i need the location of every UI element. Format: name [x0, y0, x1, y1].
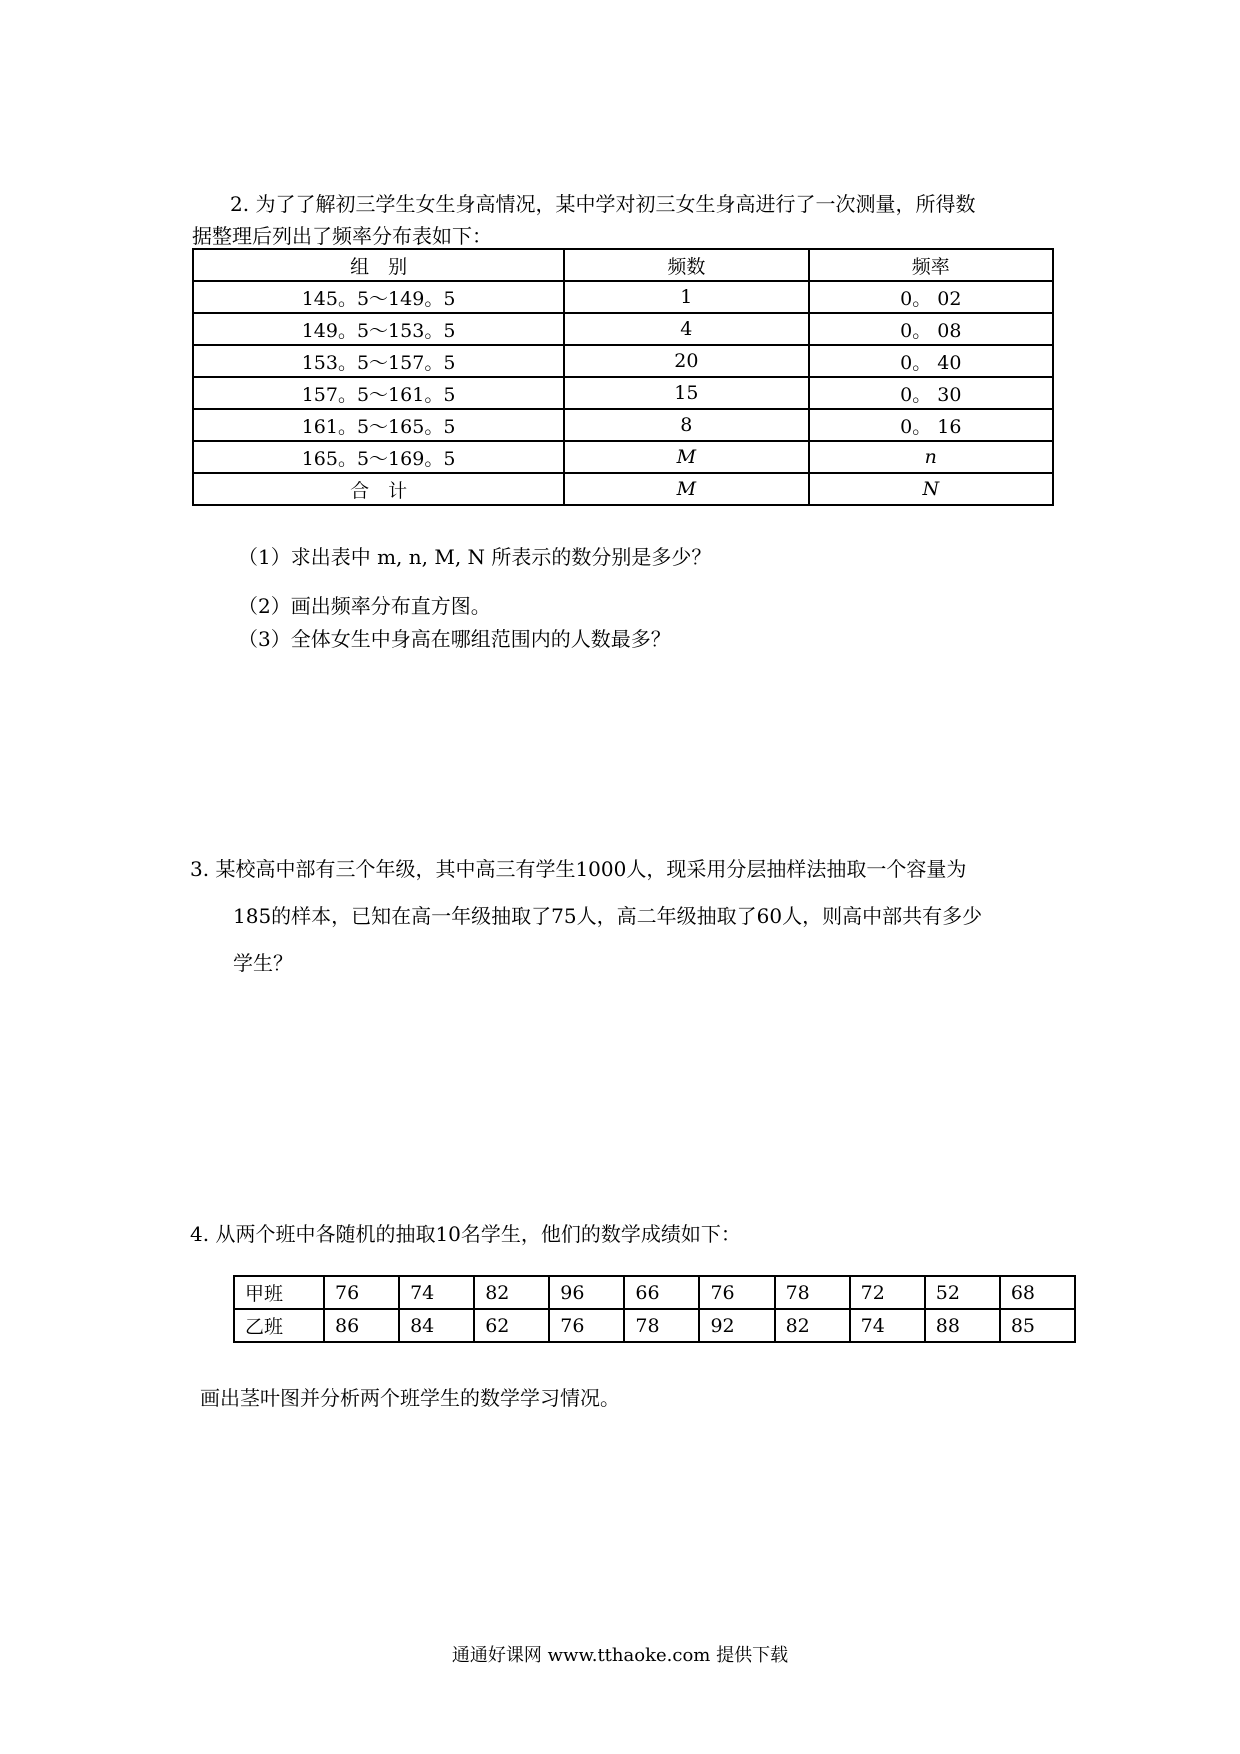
- score-cell: 88: [925, 1309, 1000, 1342]
- total-frequency: M: [564, 473, 808, 505]
- frequency-cell: 20: [564, 345, 808, 377]
- table-row: [193, 441, 1053, 473]
- q3-line3: 学生？: [233, 951, 293, 975]
- table-row: [193, 313, 1053, 345]
- group-cell: 157。5～161。5: [193, 377, 564, 409]
- score-cell: 52: [925, 1276, 1000, 1309]
- rate-cell: 0。 02: [809, 281, 1053, 313]
- rate-cell: 0。 08: [809, 313, 1053, 345]
- score-cell: 86: [324, 1309, 399, 1342]
- score-cell: 76: [324, 1276, 399, 1309]
- q3-line1: 3. 某校高中部有三个年级，其中高三有学生1000人，现采用分层抽样法抽取一个容量为: [190, 857, 967, 881]
- group-cell: 161。5～165。5: [193, 409, 564, 441]
- rate-cell: n: [809, 441, 1053, 473]
- total-label: 合 计: [193, 473, 564, 505]
- q2-line2: 据整理后列出了频率分布表如下：: [192, 224, 492, 248]
- score-cell: 84: [399, 1309, 474, 1342]
- table-row: [193, 409, 1053, 441]
- q4-task: 画出茎叶图并分析两个班学生的数学学习情况。: [200, 1386, 620, 1410]
- header-frequency: 频数: [564, 249, 808, 281]
- score-cell: 68: [1000, 1276, 1075, 1309]
- table-total-row: [193, 473, 1053, 505]
- frequency-table: [192, 248, 1054, 506]
- score-cell: 74: [399, 1276, 474, 1309]
- q2-line1: 2. 为了了解初三学生女生身高情况，某中学对初三女生身高进行了一次测量，所得数: [230, 192, 976, 216]
- frequency-cell: M: [564, 441, 808, 473]
- score-cell: 92: [699, 1309, 774, 1342]
- group-cell: 165。5～169。5: [193, 441, 564, 473]
- table-row: [193, 345, 1053, 377]
- q2-sub2: （2）画出频率分布直方图。: [238, 594, 491, 618]
- score-cell: 82: [474, 1276, 549, 1309]
- group-cell: 149。5～153。5: [193, 313, 564, 345]
- score-cell: 72: [850, 1276, 925, 1309]
- scores-table: [233, 1275, 1076, 1343]
- q4-line1: 4. 从两个班中各随机的抽取10名学生，他们的数学成绩如下：: [190, 1222, 741, 1246]
- score-cell: 76: [699, 1276, 774, 1309]
- rate-cell: 0。 30: [809, 377, 1053, 409]
- class-a-label: 甲班: [234, 1276, 324, 1309]
- score-cell: 82: [775, 1309, 850, 1342]
- score-cell: 96: [549, 1276, 624, 1309]
- score-cell: 76: [549, 1309, 624, 1342]
- score-cell: 85: [1000, 1309, 1075, 1342]
- table-row: [193, 377, 1053, 409]
- table-row: [193, 281, 1053, 313]
- group-cell: 153。5～157。5: [193, 345, 564, 377]
- score-cell: 78: [775, 1276, 850, 1309]
- frequency-cell: 4: [564, 313, 808, 345]
- score-cell: 74: [850, 1309, 925, 1342]
- header-group: 组 别: [193, 249, 564, 281]
- group-cell: 145。5～149。5: [193, 281, 564, 313]
- frequency-cell: 1: [564, 281, 808, 313]
- table-row: [234, 1276, 1075, 1309]
- frequency-cell: 8: [564, 409, 808, 441]
- score-cell: 66: [624, 1276, 699, 1309]
- page-footer: 通通好课网 www.tthaoke.com 提供下载: [451, 1645, 789, 1666]
- frequency-cell: 15: [564, 377, 808, 409]
- rate-cell: 0。 16: [809, 409, 1053, 441]
- total-rate: N: [809, 473, 1053, 505]
- class-b-label: 乙班: [234, 1309, 324, 1342]
- rate-cell: 0。 40: [809, 345, 1053, 377]
- table-header-row: [193, 249, 1053, 281]
- q2-sub3: （3）全体女生中身高在哪组范围内的人数最多？: [238, 627, 671, 651]
- q3-line2: 185的样本，已知在高一年级抽取了75人，高二年级抽取了60人，则高中部共有多少: [233, 904, 983, 928]
- score-cell: 78: [624, 1309, 699, 1342]
- table-row: [234, 1309, 1075, 1342]
- q2-sub1: （1）求出表中 m, n, M, N 所表示的数分别是多少？: [238, 545, 712, 569]
- header-rate: 频率: [809, 249, 1053, 281]
- score-cell: 62: [474, 1309, 549, 1342]
